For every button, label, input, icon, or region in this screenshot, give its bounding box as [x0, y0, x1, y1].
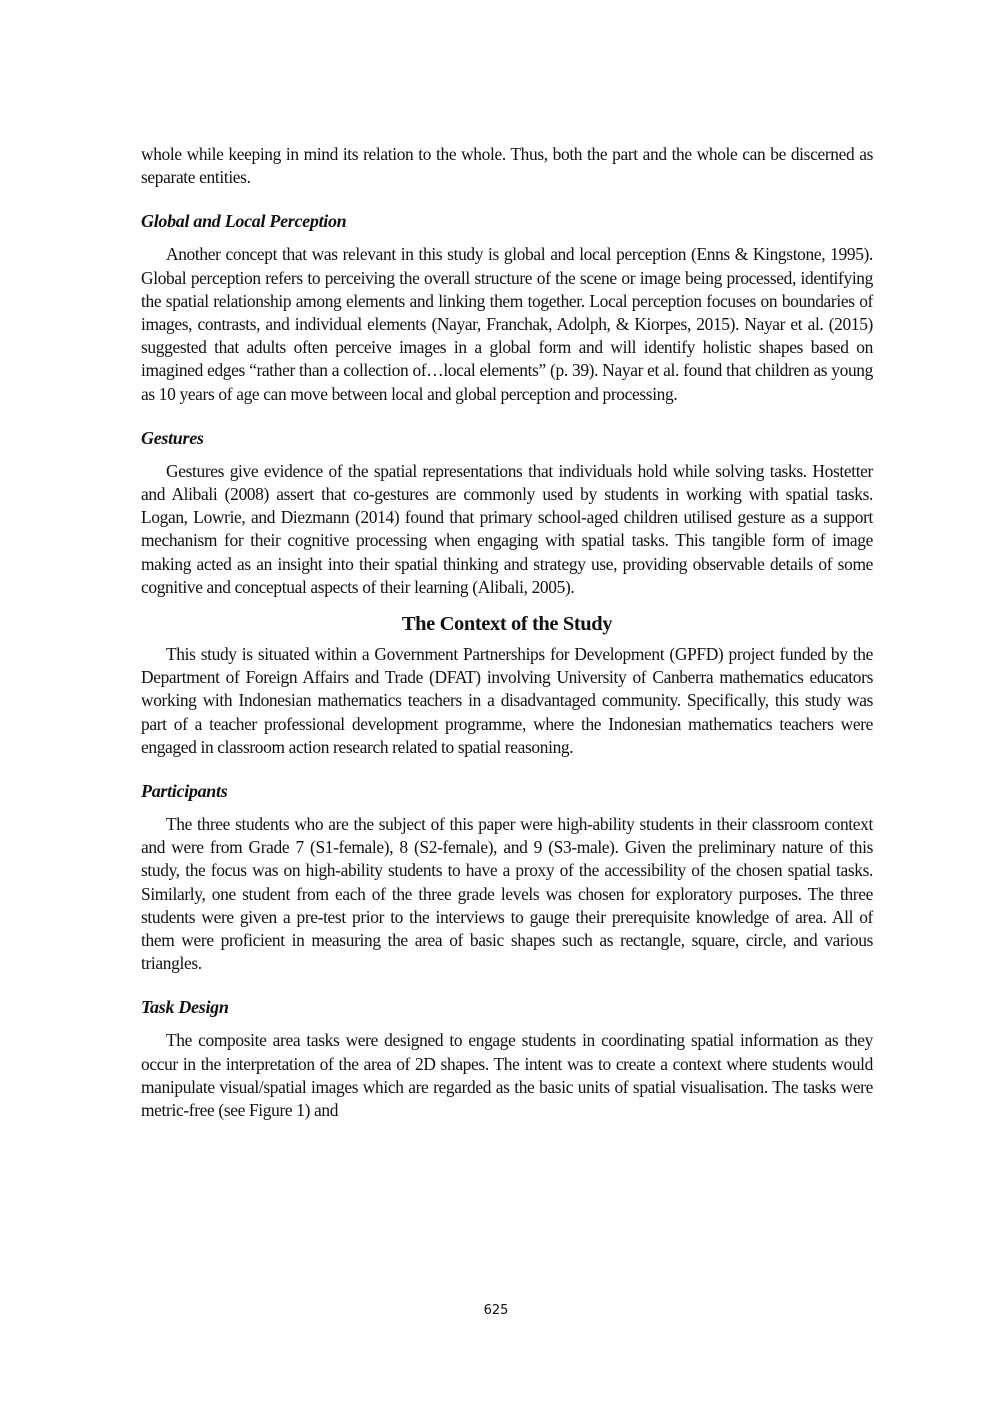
subheading-participants: Participants: [141, 781, 228, 802]
paragraph-gestures: Gestures give evidence of the spatial representations that individuals hold while solving tasks. Hostetter and Alibali (2008) assert that co-gestures are commonly used by students in working with spatial tasks. Logan, Lowrie, and Diezmann (2014) found that primary school-aged children utilised gesture as a support mechanism for their cognitive processing when engaging with spatial tasks. This tangible form of image making acted as an insight into their spatial thinking and strategy use, providing observable details of some cognitive and conceptual aspects of their learning (Alibali, 2005).: [141, 460, 873, 597]
page-body: [141, 143, 873, 1122]
paragraph-task-design: The composite area tasks were designed to engage students in coordinating spatial information as they occur in the interpretation of the area of 2D shapes. The intent was to create a context where students would manipulate visual/spatial images which are regarded as the basic units of spatial visualisation. The tasks were metric-free (see Figure 1) and: [141, 1030, 873, 1121]
paragraph-part-whole-continuation: whole while keeping in mind its relation to the whole. Thus, both the part and the whole can be discerned as separate entities.: [141, 144, 873, 188]
subheading-task-design: Task Design: [141, 997, 229, 1018]
subheading-gestures: Gestures: [141, 427, 204, 448]
subheading-global-local-perception: Global and Local Perception: [141, 211, 347, 232]
page-number: 625: [483, 1303, 509, 1318]
paragraph-context-of-study: This study is situated within a Government Partnerships for Development (GPFD) project funded by the Department of Foreign Affairs and Trade (DFAT) involving University of Canberra mathematics educators working with Indonesian mathematics teachers in a disadvantaged community. Specifically, this study was part of a teacher professional development programme, where the Indonesian mathematics teachers were engaged in classroom action research related to spatial reasoning.: [141, 644, 873, 757]
paragraph-participants: The three students who are the subject of this paper were high-ability students in their classroom context and were from Grade 7 (S1-female), 8 (S2-female), and 9 (S3-male). Given the preliminary nature of this study, the focus was on high-ability students to have a proxy of the accessibility of the chosen spatial tasks. Similarly, one student from each of the three grade levels was chosen for exploratory purposes. The three students were given a pre-test prior to the interviews to gauge their prerequisite knowledge of area. All of them were proficient in measuring the area of basic shapes such as rectangle, square, circle, and various triangles.: [141, 814, 873, 974]
section-heading-context-of-study: The Context of the Study: [401, 613, 613, 636]
paragraph-global-local-perception: Another concept that was relevant in this study is global and local perception (Enns & Kingstone, 1995). Global perception refers to perceiving the overall structure of the scene or image being processed, identifying the spatial relationship among elements and linking them together. Local perception focuses on boundaries of images, contrasts, and individual elements (Nayar, Franchak, Adolph, & Kiorpes, 2015). Nayar et al. (2015) suggested that adults often perceive images in a global form and will identify holistic shapes based on imagined edges “rather than a collection of…local elements” (p. 39). Nayar et al. found that children as young as 10 years of age can move between local and global perception and processing.: [141, 244, 873, 404]
